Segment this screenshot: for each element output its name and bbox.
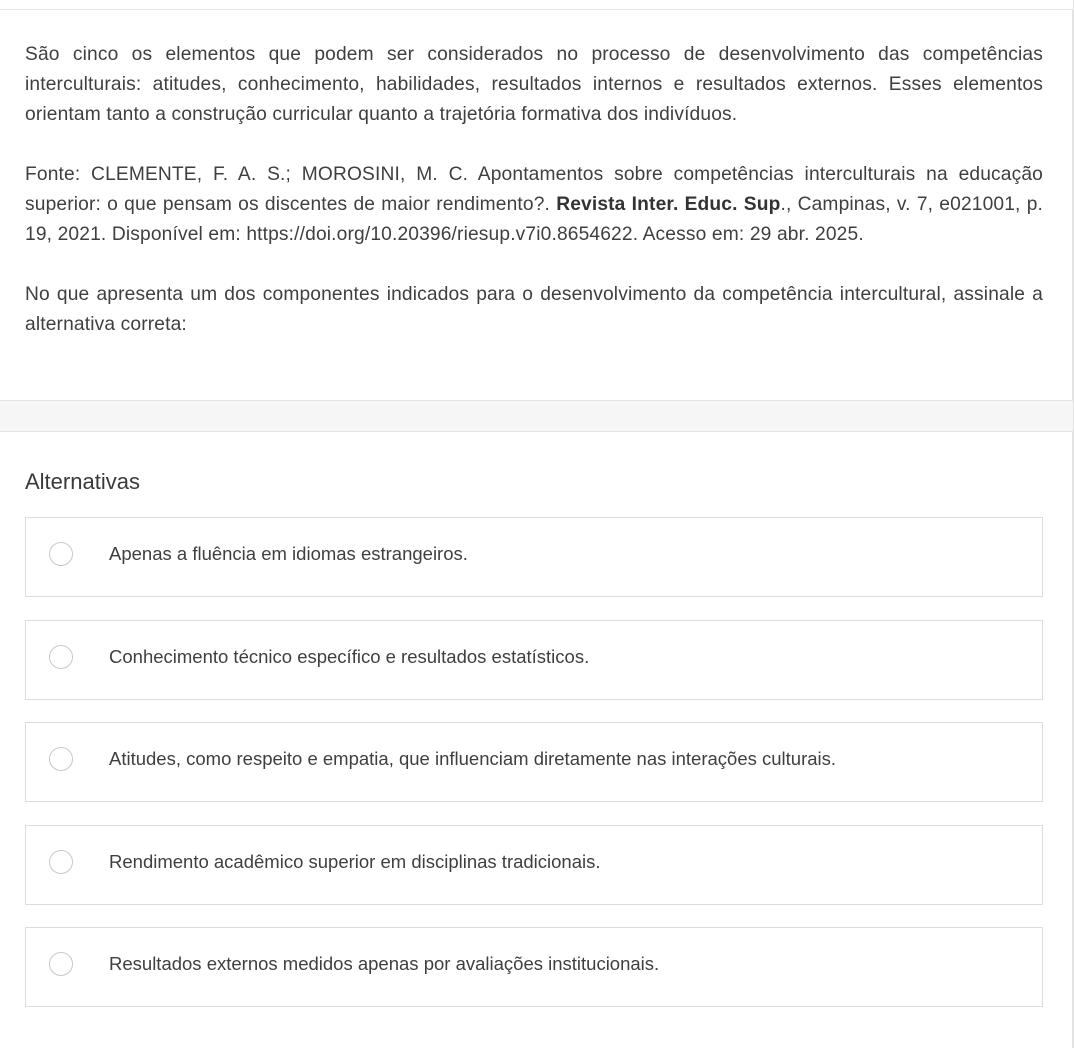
- radio-button-icon[interactable]: [49, 542, 73, 566]
- source-citation-start: Fonte: CLEMENTE, F. A. S.; MOROSINI, M. C. Apontamentos sobre competências interculturais na educação superior: o que pensam os discentes de maior rendimento?.: [25, 164, 1043, 215]
- section-separator: [0, 401, 1073, 432]
- question-prompt: No que apresenta um dos componentes indicados para o desenvolvimento da competência intercultural, assinale a alternativa correta:: [25, 284, 1043, 335]
- question-source: [25, 160, 1043, 250]
- source-journal-title: Revista Inter. Educ. Sup: [556, 194, 781, 215]
- radio-button-icon[interactable]: [49, 850, 73, 874]
- question-card: [0, 9, 1073, 401]
- alternative-option-3[interactable]: [25, 722, 1043, 802]
- alternative-option-2[interactable]: [25, 620, 1043, 700]
- alternative-label: Resultados externos medidos apenas por avaliações institucionais.: [109, 953, 660, 974]
- radio-button-icon[interactable]: [49, 952, 73, 976]
- alternative-label: Rendimento acadêmico superior em disciplinas tradicionais.: [109, 850, 601, 872]
- alternative-option-1[interactable]: [25, 517, 1043, 597]
- alternatives-list: [25, 517, 1043, 1030]
- radio-button-icon[interactable]: [49, 747, 73, 771]
- alternative-label: Conhecimento técnico específico e resultados estatísticos.: [109, 645, 590, 667]
- question-paragraph: São cinco os elementos que podem ser considerados no processo de desenvolvimento das competências interculturais: atitudes, conhecimento, habilidades, resultados internos e resultados externos. Esses elementos orientam tanto a construção curricular quanto a trajetória formativa dos indivíduos.: [25, 44, 1043, 125]
- alternative-option-5[interactable]: [25, 927, 1043, 1007]
- question-statement: [25, 40, 1043, 340]
- source-citation-end: ., Campinas, v. 7, e021001, p. 19, 2021. Disponível em: https://doi.org/10.20396/riesup.v7i0.8654622. Acesso em: 29 abr. 2025.: [25, 194, 1044, 245]
- alternative-label: Atitudes, como respeito e empatia, que influenciam diretamente nas interações culturais.: [109, 748, 837, 769]
- alternative-label: Apenas a fluência em idiomas estrangeiros.: [109, 543, 468, 564]
- alternatives-card: [0, 431, 1073, 1048]
- alternatives-heading: Alternativas: [25, 469, 140, 494]
- alternative-option-4[interactable]: [25, 825, 1043, 905]
- radio-button-icon[interactable]: [49, 645, 73, 669]
